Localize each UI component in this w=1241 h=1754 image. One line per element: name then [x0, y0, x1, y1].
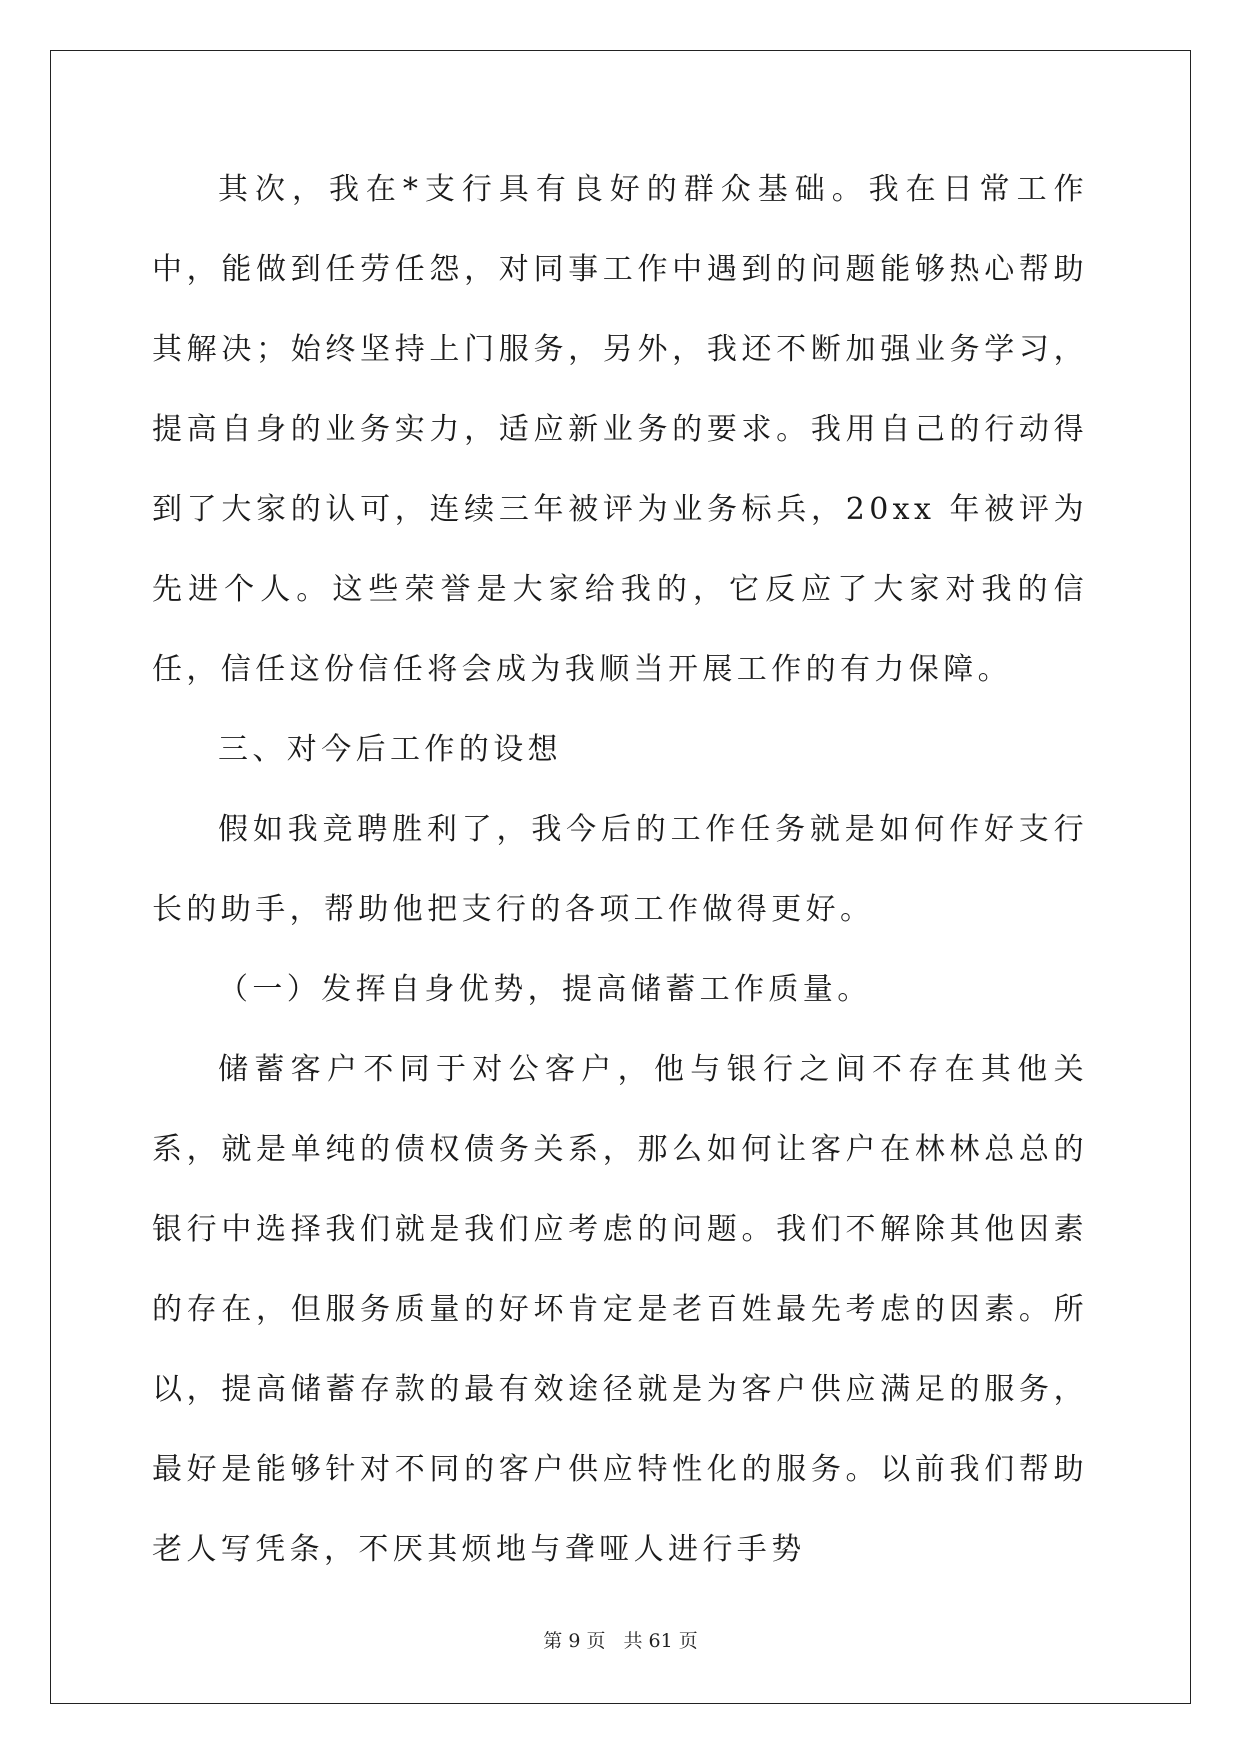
paragraph-3: 储蓄客户不同于对公客户，他与银行之间不存在其他关系，就是单纯的债权债务关系，那么如何让客户在林林总总的银行中选择我们就是我们应考虑的问题。我们不解除其他因素的存在，但服务质量的好坏肯定是老百姓最先考虑的因素。所以，提高储蓄存款的最有效途径就是为客户供应满足的服务，最好是能够针对不同的客户供应特性化的服务。以前我们帮助老人写凭条，不厌其烦地与聋哑人进行手势 — [152, 1052, 1088, 1567]
page-total: 共 61 页 — [623, 1630, 698, 1652]
section-heading: 三、对今后工作的设想 — [218, 732, 562, 767]
document-body — [152, 150, 1088, 1590]
subsection-heading: （一）发挥自身优势，提高储蓄工作质量。 — [218, 972, 872, 1007]
page-number: 第 9 页 — [543, 1630, 606, 1652]
paragraph-2: 假如我竞聘胜利了，我今后的工作任务就是如何作好支行长的助手，帮助他把支行的各项工作做得更好。 — [152, 812, 1088, 927]
page-footer — [0, 1626, 1241, 1653]
paragraph-1: 其次，我在*支行具有良好的群众基础。我在日常工作中，能做到任劳任怨，对同事工作中遇到的问题能够热心帮助其解决；始终坚持上门服务，另外，我还不断加强业务学习，提高自身的业务实力，适应新业务的要求。我用自己的行动得到了大家的认可，连续三年被评为业务标兵，20xx 年被评为先进个人。这些荣誉是大家给我的，它反应了大家对我的信任，信任这份信任将会成为我顺当开展工作的有力保障。 — [152, 172, 1088, 687]
